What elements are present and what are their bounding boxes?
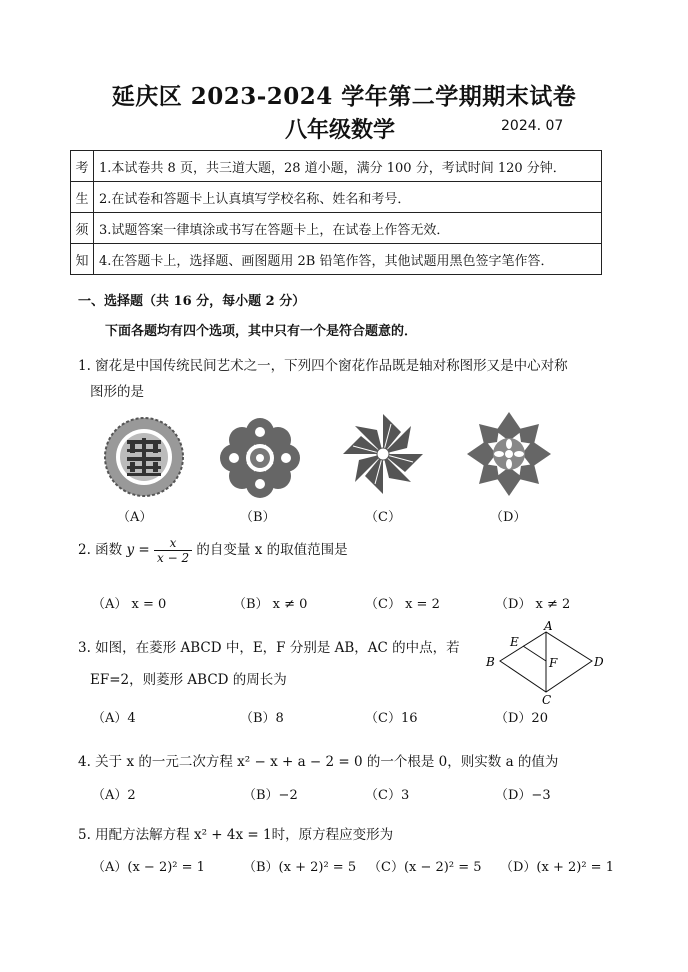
q2-suffix: 的自变量 x 的取值范围是 (196, 542, 348, 558)
exam-subtitle: 八年级数学 (285, 117, 396, 143)
pinwheel-papercut-icon (341, 412, 425, 496)
rhombus-diagram (482, 618, 608, 706)
q2-y: y (126, 542, 135, 558)
notice-row: 2.在试卷和答题卡上认真填写学校名称、姓名和考号． (94, 182, 602, 213)
notice-table (70, 150, 602, 275)
flower-papercut-icon (220, 418, 300, 498)
q2-eq: = (138, 542, 150, 558)
double-happiness-papercut-icon (103, 416, 185, 498)
point-label-e: E (510, 635, 519, 649)
section-instruction: 下面各题均有四个选项，其中只有一个是符合题意的． (105, 324, 418, 339)
point-label-f: F (549, 656, 558, 670)
q2-fraction-numerator: x (154, 536, 192, 551)
q1-option-c-label: （C） (365, 510, 401, 525)
notice-side-char: 考 (71, 151, 94, 182)
q5-text: 5. 用配方法解方程 x² + 4x = 1时，原方程应变形为 (78, 827, 394, 843)
notice-side-char: 知 (71, 244, 94, 275)
point-label-d: D (594, 655, 604, 669)
exam-title: 延庆区 2023-2024 学年第二学期期末试卷 (111, 83, 577, 110)
exam-date: 2024. 07 (501, 118, 564, 134)
notice-side-char: 须 (71, 213, 94, 244)
q4-option-c: （C）3 (365, 788, 410, 803)
notice-side-char: 生 (71, 182, 94, 213)
q5-option-b: （B）(x + 2)² = 5 (243, 860, 357, 875)
q5-option-d: （D）(x + 2)² = 1 (500, 860, 614, 875)
q1-text-line1: 1. 窗花是中国传统民间艺术之一，下列四个窗花作品既是轴对称图形又是中心对称 (78, 358, 568, 374)
q2-option-b: （B） x ≠ 0 (233, 597, 308, 612)
notice-row: 1.本试卷共 8 页，共三道大题，28 道小题，满分 100 分，考试时间 120 分钟． (94, 151, 602, 182)
q4-option-a: （A）2 (92, 788, 136, 803)
q4-text: 4. 关于 x 的一元二次方程 x² − x + a − 2 = 0 的一个根是 0，则实数 a 的值为 (78, 754, 559, 770)
q3-option-c: （C）16 (365, 711, 418, 726)
q1-option-d-label: （D） (490, 510, 527, 525)
notice-row: 4.在答题卡上，选择题、画图题用 2B 铅笔作答，其他试题用黑色签字笔作答． (94, 244, 602, 275)
q1-option-b-label: （B） (240, 510, 276, 525)
q3-text-line1: 3. 如图，在菱形 ABCD 中，E，F 分别是 AB，AC 的中点，若 (78, 640, 460, 656)
q2-text (78, 536, 348, 565)
section-title: 一、选择题（共 16 分，每小题 2 分） (78, 294, 306, 309)
point-label-b: B (486, 655, 495, 669)
q5-option-a: （A）(x − 2)² = 1 (92, 860, 205, 875)
q2-fraction-denominator: x − 2 (157, 551, 190, 565)
point-label-c: C (542, 693, 552, 706)
q3-option-a: （A）4 (92, 711, 136, 726)
q4-option-d: （D）−3 (495, 788, 551, 803)
q2-prefix: 2. 函数 (78, 542, 123, 558)
q1-option-a-label: （A） (117, 510, 153, 525)
q2-fraction (154, 536, 192, 565)
q5-option-c: （C）(x − 2)² = 5 (368, 860, 482, 875)
q2-option-c: （C） x = 2 (365, 597, 440, 612)
point-label-a: A (544, 619, 553, 633)
snowflake-papercut-icon (466, 411, 552, 497)
q2-option-a: （A） x = 0 (92, 597, 167, 612)
q3-option-d: （D）20 (495, 711, 548, 726)
q3-text-line2: EF=2，则菱形 ABCD 的周长为 (90, 672, 287, 688)
q2-option-d: （D） x ≠ 2 (495, 597, 571, 612)
q3-option-b: （B）8 (240, 711, 284, 726)
q1-text-line2: 图形的是 (90, 384, 144, 400)
q4-option-b: （B）−2 (243, 788, 298, 803)
notice-row: 3.试题答案一律填涂或书写在答题卡上，在试卷上作答无效． (94, 213, 602, 244)
